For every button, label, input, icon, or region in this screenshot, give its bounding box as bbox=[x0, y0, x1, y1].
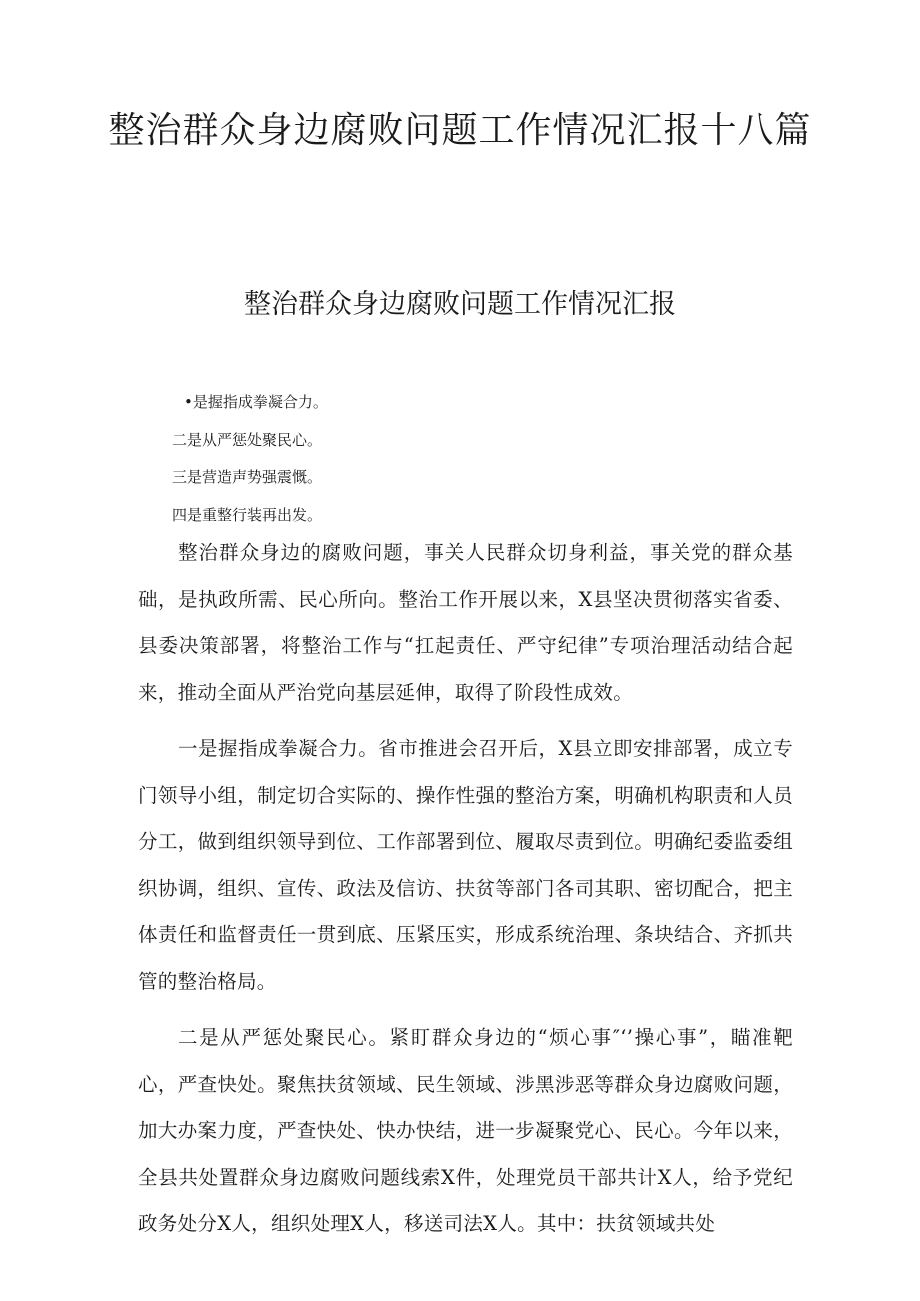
document-title: 整治群众身边腐败问题工作情况汇报十八篇 bbox=[108, 110, 812, 151]
outline-item: 四是重整行装再出发。 bbox=[172, 505, 323, 524]
body-paragraph: 一是握指成拳凝合力。省市推进会召开后，X县立即安排部署，成立专门领导小组，制定切合实际的、操作性强的整治方案，明确机构职责和人员分工，做到组织领导到位、工作部署到位、履取尽责到位。明确纪委监委组织协调，组织、宣传、政法及信访、扶贫等部门各司其职、密切配合，把主体责任和监督责任一贯到底、压紧压实，形成系统治理、条块结合、齐抓共管的整治格局。 bbox=[138, 737, 793, 993]
outline-item: •是握指成拳凝合力。 bbox=[184, 393, 328, 411]
outline-item: 二是从严惩处聚民心。 bbox=[172, 430, 323, 449]
outline-item: 三是营造声势强震慨。 bbox=[172, 468, 323, 486]
document-body bbox=[138, 530, 793, 1258]
document-subtitle: 整治群众身边腐败问题工作情况汇报 bbox=[244, 289, 676, 320]
body-paragraph: 整治群众身边的腐败问题，事关人民群众切身利益，事关党的群众基础，是执政所需、民心所向。整治工作开展以来，X县坚决贯彻落实省委、县委决策部署，将整治工作与“扛起责任、严守纪律”专项治理活动结合起来，推动全面从严治党向基层延伸，取得了阶段性成效。 bbox=[138, 541, 793, 704]
body-paragraph: 二是从严惩处聚民心。紧盯群众身边的“烦心事″‘’操心事”，瞄准靶心，严查快处。聚焦扶贫领域、民生领域、涉黑涉恶等群众身边腐败问题，加大办案力度，严查快处、快办快结，进一步凝聚党心、民心。今年以来，全县共处置群众身边腐败问题线索X件，处理党员干部共计X人，给予党纪政务处分X人，组织处理X人，移送司法X人。其中：扶贫领域共处 bbox=[138, 1026, 793, 1235]
outline-list bbox=[172, 388, 328, 538]
